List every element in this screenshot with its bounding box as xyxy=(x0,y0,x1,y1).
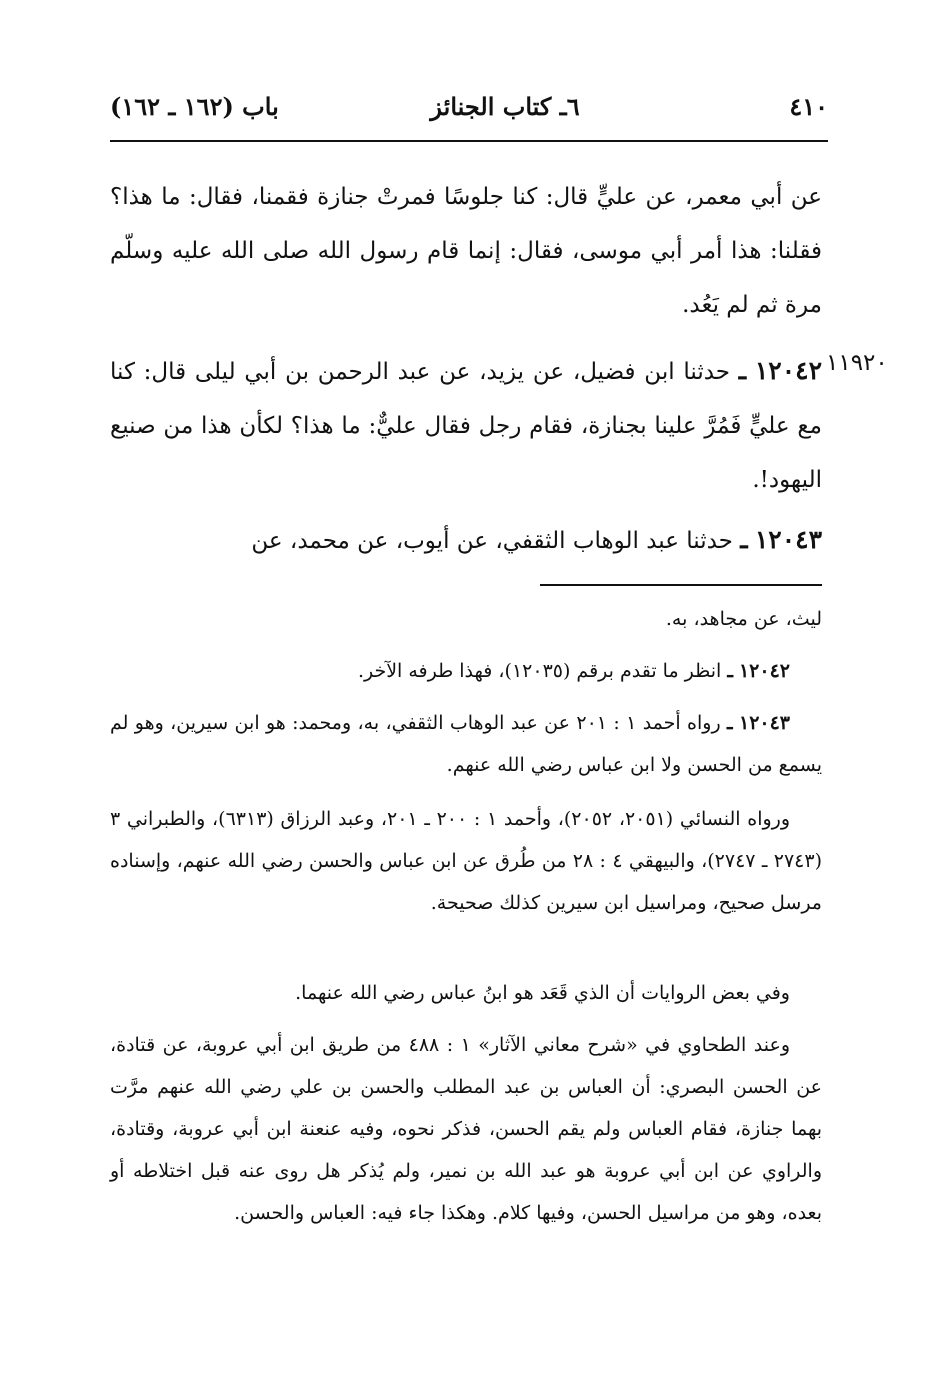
hadith-number: ١٢٠٤٣ xyxy=(754,525,822,554)
footnote-text: انظر ما تقدم برقم (١٢٠٣٥)، فهذا طرفه الآخر. xyxy=(357,660,722,682)
footnote-continuation xyxy=(110,598,822,640)
hadith-dash: ـ xyxy=(738,356,747,385)
header-rule xyxy=(110,140,828,142)
hadith-number: ١٢٠٤٢ xyxy=(754,356,823,385)
footnote-number: ١٢٠٤٣ xyxy=(738,712,791,734)
hadith-text: عن أبي معمر، عن عليٍّ قال: كنا جلوسًا فمرتْ جنازة فقمنا، فقال: ما هذا؟ فقلنا: هذا أمر أبي موسى، فقال: إنما قام رسول الله صلى الله عليه وسلّم مرة ثم لم يَعُد. xyxy=(110,184,822,318)
footnote-separator xyxy=(540,584,822,586)
hadith-12042 xyxy=(110,344,822,507)
chapter-range: باب (١٦٢ ـ ١٦٢) xyxy=(110,92,279,121)
footnote-12043 xyxy=(110,702,822,786)
margin-number: ١١٩٢٠ xyxy=(826,350,888,376)
book-title: ٦ـ كتاب الجنائز xyxy=(430,92,580,121)
footnote-text: وفي بعض الروايات أن الذي قَعَد هو ابنُ عباس رضي الله عنهما. xyxy=(295,982,790,1004)
footnote-text: وعند الطحاوي في «شرح معاني الآثار» ١ : ٤٨٨ من طريق ابن أبي عروبة، عن قتادة، عن الحسن البصري: أن العباس بن عبد المطلب والحسن بن علي رضي الله عنهم مرَّت بهما جنازة، فقام العباس ولم يقم الحسن، فذكر نحوه، وفيه عنعنة ابن أبي عروبة، وقتادة، والراوي عن ابن أبي عروبة هو عبد الله بن نمير، ولم يُذكر هل روى عنه قبل اختلاطه أو بعده، وهو من مراسيل الحسن، وفيها كلام. وهكذا جاء فيه: العباس والحسن. xyxy=(110,1034,822,1224)
footnote-text: ورواه النسائي (٢٠٥١، ٢٠٥٢)، وأحمد ١ : ٢٠٠ ـ ٢٠١، وعبد الرزاق (٦٣١٣)، والطبراني ٣ (٢٧٤٣ ـ ٢٧٤٧)، والبيهقي ٤ : ٢٨ من طُرق عن ابن عباس والحسن رضي الله عنهم، وإسناده مرسل صحيح، ومراسيل ابن سيرين كذلك صحيحة. xyxy=(110,808,822,914)
hadith-12043 xyxy=(110,513,822,568)
hadith-text: حدثنا ابن فضيل، عن يزيد، عن عبد الرحمن بن أبي ليلى قال: كنا مع عليٍّ فَمُرَّ علينا بجنازة، فقام رجل فقال عليٌّ: ما هذا؟ لكأن هذا من صنيع اليهود!. xyxy=(110,359,822,493)
page-number: ٤١٠ xyxy=(789,92,828,121)
hadith-dash: ـ xyxy=(740,525,748,554)
footnote-12042 xyxy=(110,650,822,692)
footnote-paragraph xyxy=(110,972,822,1014)
footnote-paragraph xyxy=(110,1024,822,1234)
footnote-paragraph xyxy=(110,798,822,924)
hadith-text: حدثنا عبد الوهاب الثقفي، عن أيوب، عن محمد، عن xyxy=(251,528,733,554)
footnote-text: ليث، عن مجاهد، به. xyxy=(665,608,822,630)
footnote-text: رواه أحمد ١ : ٢٠١ عن عبد الوهاب الثقفي، به، ومحمد: هو ابن سيرين، وهو لم يسمع من الحسن ولا ابن عباس رضي الله عنهم. xyxy=(110,712,822,776)
hadith-continuation xyxy=(110,170,822,332)
footnote-dash: ـ xyxy=(727,712,733,734)
footnote-dash: ـ xyxy=(727,660,733,682)
footnote-number: ١٢٠٤٢ xyxy=(738,660,790,682)
